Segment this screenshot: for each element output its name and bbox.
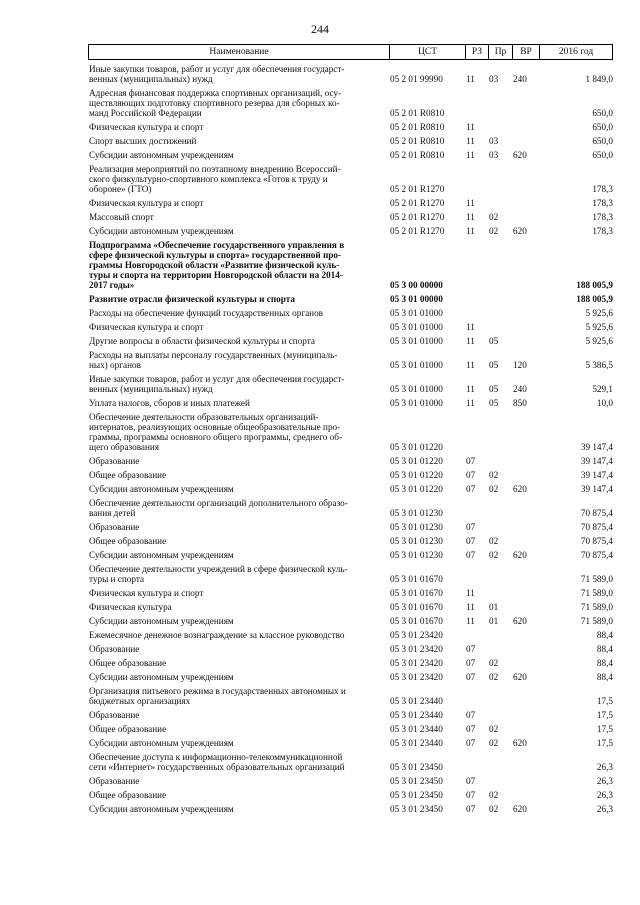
table-row (88, 118, 613, 132)
row-sum: 188 005,9 (576, 280, 613, 290)
row-rz: 11 (466, 150, 475, 160)
row-pr: 02 (489, 790, 499, 800)
row-sum: 178,3 (592, 212, 613, 222)
row-sum: 88,4 (596, 672, 613, 682)
row-rz: 07 (466, 724, 476, 734)
row-sum: 10,0 (596, 398, 613, 408)
row-pr: 02 (489, 672, 499, 682)
table-row (88, 532, 613, 546)
row-sum: 88,4 (596, 630, 613, 640)
row-name: Организация питьевого режима в государственных автономных и бюджетных организациях (89, 686, 346, 706)
row-pr: 02 (489, 804, 499, 814)
row-csr: 05 2 01 99990 (390, 74, 443, 84)
row-pr: 01 (489, 602, 499, 612)
row-rz: 07 (466, 776, 476, 786)
row-pr: 03 (489, 150, 499, 160)
row-rz: 07 (466, 738, 476, 748)
row-rz: 11 (466, 136, 475, 146)
row-sum: 70 875,4 (580, 536, 613, 546)
row-name: Физическая культура и спорт (89, 322, 204, 332)
row-sum: 178,3 (592, 184, 613, 194)
row-csr: 05 3 01 01670 (390, 602, 443, 612)
table-row (88, 222, 613, 236)
row-name: Обеспечение деятельности образовательных организаций- интернатов, реализующих основные общеобразовательные про- граммы, программы основного общего программы, среднего об- щего образования (89, 412, 343, 452)
header-name: Наименование (209, 47, 269, 57)
row-rz: 07 (466, 804, 476, 814)
row-csr: 05 3 01 00000 (390, 294, 443, 304)
table-row (88, 546, 613, 560)
table-row (88, 408, 613, 452)
row-csr: 05 2 01 R1270 (390, 198, 445, 208)
table-row (88, 598, 613, 612)
row-sum: 26,3 (596, 762, 613, 772)
row-name: Субсидии автономным учреждениям (89, 804, 234, 814)
row-name: Субсидии автономным учреждениям (89, 738, 234, 748)
table-row (88, 640, 613, 654)
table-header (88, 44, 613, 60)
row-pr: 02 (489, 212, 499, 222)
row-csr: 05 2 01 R0810 (390, 122, 445, 132)
table-row (88, 132, 613, 146)
row-sum: 178,3 (592, 198, 613, 208)
table-row (88, 772, 613, 786)
row-name: Субсидии автономным учреждениям (89, 672, 234, 682)
table-row (88, 494, 613, 518)
row-csr: 05 3 01 01000 (390, 336, 443, 346)
row-sum: 178,3 (592, 226, 613, 236)
row-name: Субсидии автономным учреждениям (89, 484, 234, 494)
row-csr: 05 3 01 23420 (390, 644, 443, 654)
row-pr: 02 (489, 470, 499, 480)
row-name: Развитие отрасли физической культуры и спорта (89, 294, 295, 304)
row-name: Физическая культура и спорт (89, 588, 204, 598)
table-row (88, 706, 613, 720)
row-name: Образование (89, 644, 140, 654)
table-row (88, 194, 613, 208)
row-name: Субсидии автономным учреждениям (89, 150, 234, 160)
table-row (88, 318, 613, 332)
row-sum: 71 589,0 (580, 616, 613, 626)
table-row (88, 304, 613, 318)
row-sum: 39 147,4 (580, 484, 613, 494)
row-csr: 05 3 01 23420 (390, 658, 443, 668)
row-rz: 07 (466, 536, 476, 546)
row-rz: 07 (466, 522, 476, 532)
page-number: 244 (311, 22, 329, 36)
row-sum: 5 925,6 (585, 336, 613, 346)
row-name: Расходы на обеспечение функций государственных органов (89, 308, 324, 318)
row-rz: 07 (466, 470, 476, 480)
row-csr: 05 3 01 23440 (390, 710, 443, 720)
row-name: Образование (89, 776, 140, 786)
row-pr: 05 (489, 384, 499, 394)
row-sum: 88,4 (596, 658, 613, 668)
row-name: Общее образование (89, 790, 167, 800)
row-csr: 05 2 01 R0810 (390, 108, 445, 118)
row-csr: 05 3 01 01220 (390, 484, 443, 494)
row-name: Массовый спорт (89, 212, 154, 222)
table-row (88, 208, 613, 222)
row-rz: 11 (466, 336, 475, 346)
row-name: Реализация мероприятий по поэтапному внедрению Всероссий- ского физкультурно-спортивного комплекса «Готов к труду и обороне» (ГТО) (89, 164, 341, 194)
header-rz: РЗ (465, 45, 488, 59)
row-sum: 650,0 (592, 150, 613, 160)
row-vr: 620 (513, 672, 527, 682)
row-sum: 17,5 (596, 710, 613, 720)
row-vr: 620 (513, 616, 527, 626)
table-row (88, 60, 613, 84)
row-csr: 05 3 01 01670 (390, 616, 443, 626)
row-csr: 05 3 01 23420 (390, 630, 443, 640)
row-pr: 02 (489, 484, 499, 494)
row-name: Субсидии автономным учреждениям (89, 226, 234, 236)
row-vr: 620 (513, 550, 527, 560)
row-csr: 05 3 01 01230 (390, 522, 443, 532)
row-sum: 26,3 (596, 804, 613, 814)
row-name: Общее образование (89, 470, 167, 480)
table-row (88, 466, 613, 480)
table-row (88, 748, 613, 772)
row-rz: 11 (466, 322, 475, 332)
table-body (88, 60, 613, 814)
row-pr: 05 (489, 336, 499, 346)
row-csr: 05 3 01 01220 (390, 470, 443, 480)
row-rz: 11 (466, 360, 475, 370)
row-sum: 71 589,0 (580, 602, 613, 612)
table-row (88, 682, 613, 706)
budget-table (88, 44, 613, 814)
table-row (88, 720, 613, 734)
row-rz: 11 (466, 122, 475, 132)
row-pr: 02 (489, 738, 499, 748)
row-name: Физическая культура и спорт (89, 198, 204, 208)
row-pr: 02 (489, 550, 499, 560)
row-pr: 02 (489, 724, 499, 734)
table-row (88, 332, 613, 346)
row-csr: 05 3 01 01230 (390, 536, 443, 546)
row-name: Уплата налогов, сборов и иных платежей (89, 398, 250, 408)
row-name: Подпрограмма «Обеспечение государственного управления в сфере физической культуры и спорта» государственной про- граммы Новгородской области «Развитие физической куль- туры и спорта на территории Новгородской области на 2014- 2017 годы» (89, 240, 345, 290)
row-name: Общее образование (89, 658, 167, 668)
row-sum: 26,3 (596, 776, 613, 786)
table-row (88, 560, 613, 584)
row-csr: 05 3 01 23440 (390, 724, 443, 734)
row-pr: 02 (489, 226, 499, 236)
row-pr: 02 (489, 536, 499, 546)
row-sum: 71 589,0 (580, 588, 613, 598)
row-csr: 05 2 01 R0810 (390, 136, 445, 146)
row-csr: 05 3 01 01220 (390, 442, 443, 452)
header-pr: Пр (488, 45, 512, 59)
table-row (88, 480, 613, 494)
row-sum: 650,0 (592, 122, 613, 132)
row-csr: 05 3 01 01670 (390, 574, 443, 584)
row-sum: 71 589,0 (580, 574, 613, 584)
header-vr: ВР (512, 45, 539, 59)
row-rz: 07 (466, 456, 476, 466)
row-pr: 01 (489, 616, 499, 626)
table-row (88, 146, 613, 160)
row-rz: 11 (466, 588, 475, 598)
row-csr: 05 2 01 R0810 (390, 150, 445, 160)
table-row (88, 370, 613, 394)
row-name: Спорт высших достижений (89, 136, 197, 146)
row-csr: 05 3 01 01230 (390, 508, 443, 518)
row-name: Ежемесячное денежное вознаграждение за классное руководство (89, 630, 345, 640)
row-name: Образование (89, 456, 140, 466)
row-name: Образование (89, 522, 140, 532)
row-sum: 26,3 (596, 790, 613, 800)
row-vr: 240 (513, 74, 527, 84)
row-csr: 05 2 01 R1270 (390, 184, 445, 194)
row-vr: 620 (513, 738, 527, 748)
row-csr: 05 3 01 23440 (390, 696, 443, 706)
table-row (88, 786, 613, 800)
row-csr: 05 3 01 23450 (390, 790, 443, 800)
row-pr: 03 (489, 74, 499, 84)
row-vr: 620 (513, 226, 527, 236)
row-sum: 529,1 (592, 384, 613, 394)
row-vr: 240 (513, 384, 527, 394)
row-sum: 17,5 (596, 724, 613, 734)
row-rz: 11 (466, 616, 475, 626)
row-vr: 620 (513, 150, 527, 160)
row-name: Иные закупки товаров, работ и услуг для обеспечения государст- венных (муниципальных) нужд (89, 374, 345, 394)
row-vr: 620 (513, 804, 527, 814)
table-row (88, 668, 613, 682)
table-row (88, 584, 613, 598)
row-csr: 05 3 01 01220 (390, 456, 443, 466)
row-rz: 11 (466, 198, 475, 208)
row-rz: 11 (466, 384, 475, 394)
row-sum: 5 386,5 (585, 360, 613, 370)
row-sum: 39 147,4 (580, 442, 613, 452)
table-row (88, 394, 613, 408)
table-row (88, 518, 613, 532)
row-sum: 39 147,4 (580, 470, 613, 480)
row-name: Субсидии автономным учреждениям (89, 616, 234, 626)
row-sum: 5 925,6 (585, 322, 613, 332)
row-csr: 05 3 01 01670 (390, 588, 443, 598)
row-sum: 39 147,4 (580, 456, 613, 466)
row-name: Обеспечение доступа к информационно-телекоммуникационной сети «Интернет» государственных образовательных организаций (89, 752, 345, 772)
row-name: Обеспечение деятельности учреждений в сфере физической куль- туры и спорта (89, 564, 348, 584)
row-rz: 07 (466, 710, 476, 720)
table-row (88, 290, 613, 304)
row-rz: 11 (466, 398, 475, 408)
row-rz: 07 (466, 644, 476, 654)
row-vr: 850 (513, 398, 527, 408)
row-sum: 70 875,4 (580, 522, 613, 532)
row-rz: 11 (466, 74, 475, 84)
row-pr: 02 (489, 658, 499, 668)
row-name: Физическая культура и спорт (89, 122, 204, 132)
row-pr: 05 (489, 398, 499, 408)
row-sum: 5 925,6 (585, 308, 613, 318)
row-sum: 88,4 (596, 644, 613, 654)
row-csr: 05 3 01 01000 (390, 398, 443, 408)
row-csr: 05 3 01 01000 (390, 384, 443, 394)
row-csr: 05 3 01 01000 (390, 308, 443, 318)
row-name: Общее образование (89, 724, 167, 734)
row-rz: 11 (466, 602, 475, 612)
row-rz: 07 (466, 658, 476, 668)
row-pr: 03 (489, 136, 499, 146)
row-name: Обеспечение деятельности организаций дополнительного образо- вания детей (89, 498, 348, 518)
row-csr: 05 3 01 23440 (390, 738, 443, 748)
row-rz: 07 (466, 790, 476, 800)
row-csr: 05 3 01 01000 (390, 360, 443, 370)
row-sum: 17,5 (596, 696, 613, 706)
row-csr: 05 3 01 01230 (390, 550, 443, 560)
table-row (88, 800, 613, 814)
row-rz: 07 (466, 550, 476, 560)
row-csr: 05 3 01 23450 (390, 804, 443, 814)
table-row (88, 236, 613, 290)
row-name: Образование (89, 710, 140, 720)
header-csr: ЦСТ (389, 45, 465, 59)
row-sum: 188 005,9 (576, 294, 613, 304)
row-csr: 05 3 01 23420 (390, 672, 443, 682)
table-row (88, 452, 613, 466)
row-csr: 05 2 01 R1270 (390, 212, 445, 222)
row-rz: 11 (466, 212, 475, 222)
row-name: Адресная финансовая поддержка спортивных организаций, осу- ществляющих подготовку спортивного резерва для сборных ко- манд Российской Федерации (89, 88, 342, 118)
row-name: Другие вопросы в области физической культуры и спорта (89, 336, 315, 346)
table-row (88, 654, 613, 668)
row-csr: 05 3 01 01000 (390, 322, 443, 332)
row-vr: 620 (513, 484, 527, 494)
row-csr: 05 3 01 23450 (390, 762, 443, 772)
row-sum: 70 875,4 (580, 550, 613, 560)
row-vr: 120 (513, 360, 527, 370)
table-row (88, 160, 613, 194)
row-rz: 07 (466, 484, 476, 494)
row-csr: 05 2 01 R1270 (390, 226, 445, 236)
row-sum: 1 849,0 (585, 74, 613, 84)
row-name: Общее образование (89, 536, 167, 546)
row-sum: 650,0 (592, 136, 613, 146)
row-rz: 11 (466, 226, 475, 236)
row-sum: 650,0 (592, 108, 613, 118)
table-row (88, 612, 613, 626)
table-row (88, 84, 613, 118)
table-row (88, 346, 613, 370)
table-row (88, 626, 613, 640)
table-row (88, 734, 613, 748)
row-sum: 70 875,4 (580, 508, 613, 518)
row-name: Субсидии автономным учреждениям (89, 550, 234, 560)
row-name: Физическая культура (89, 602, 172, 612)
row-csr: 05 3 01 23450 (390, 776, 443, 786)
row-pr: 05 (489, 360, 499, 370)
row-rz: 07 (466, 672, 476, 682)
row-name: Расходы на выплаты персоналу государственных (муниципаль- ных) органов (89, 350, 338, 370)
row-csr: 05 3 00 00000 (390, 280, 443, 290)
header-year: 2016 год (539, 45, 612, 59)
row-name: Иные закупки товаров, работ и услуг для обеспечения государст- венных (муниципальных) нужд (89, 64, 345, 84)
row-sum: 17,5 (596, 738, 613, 748)
